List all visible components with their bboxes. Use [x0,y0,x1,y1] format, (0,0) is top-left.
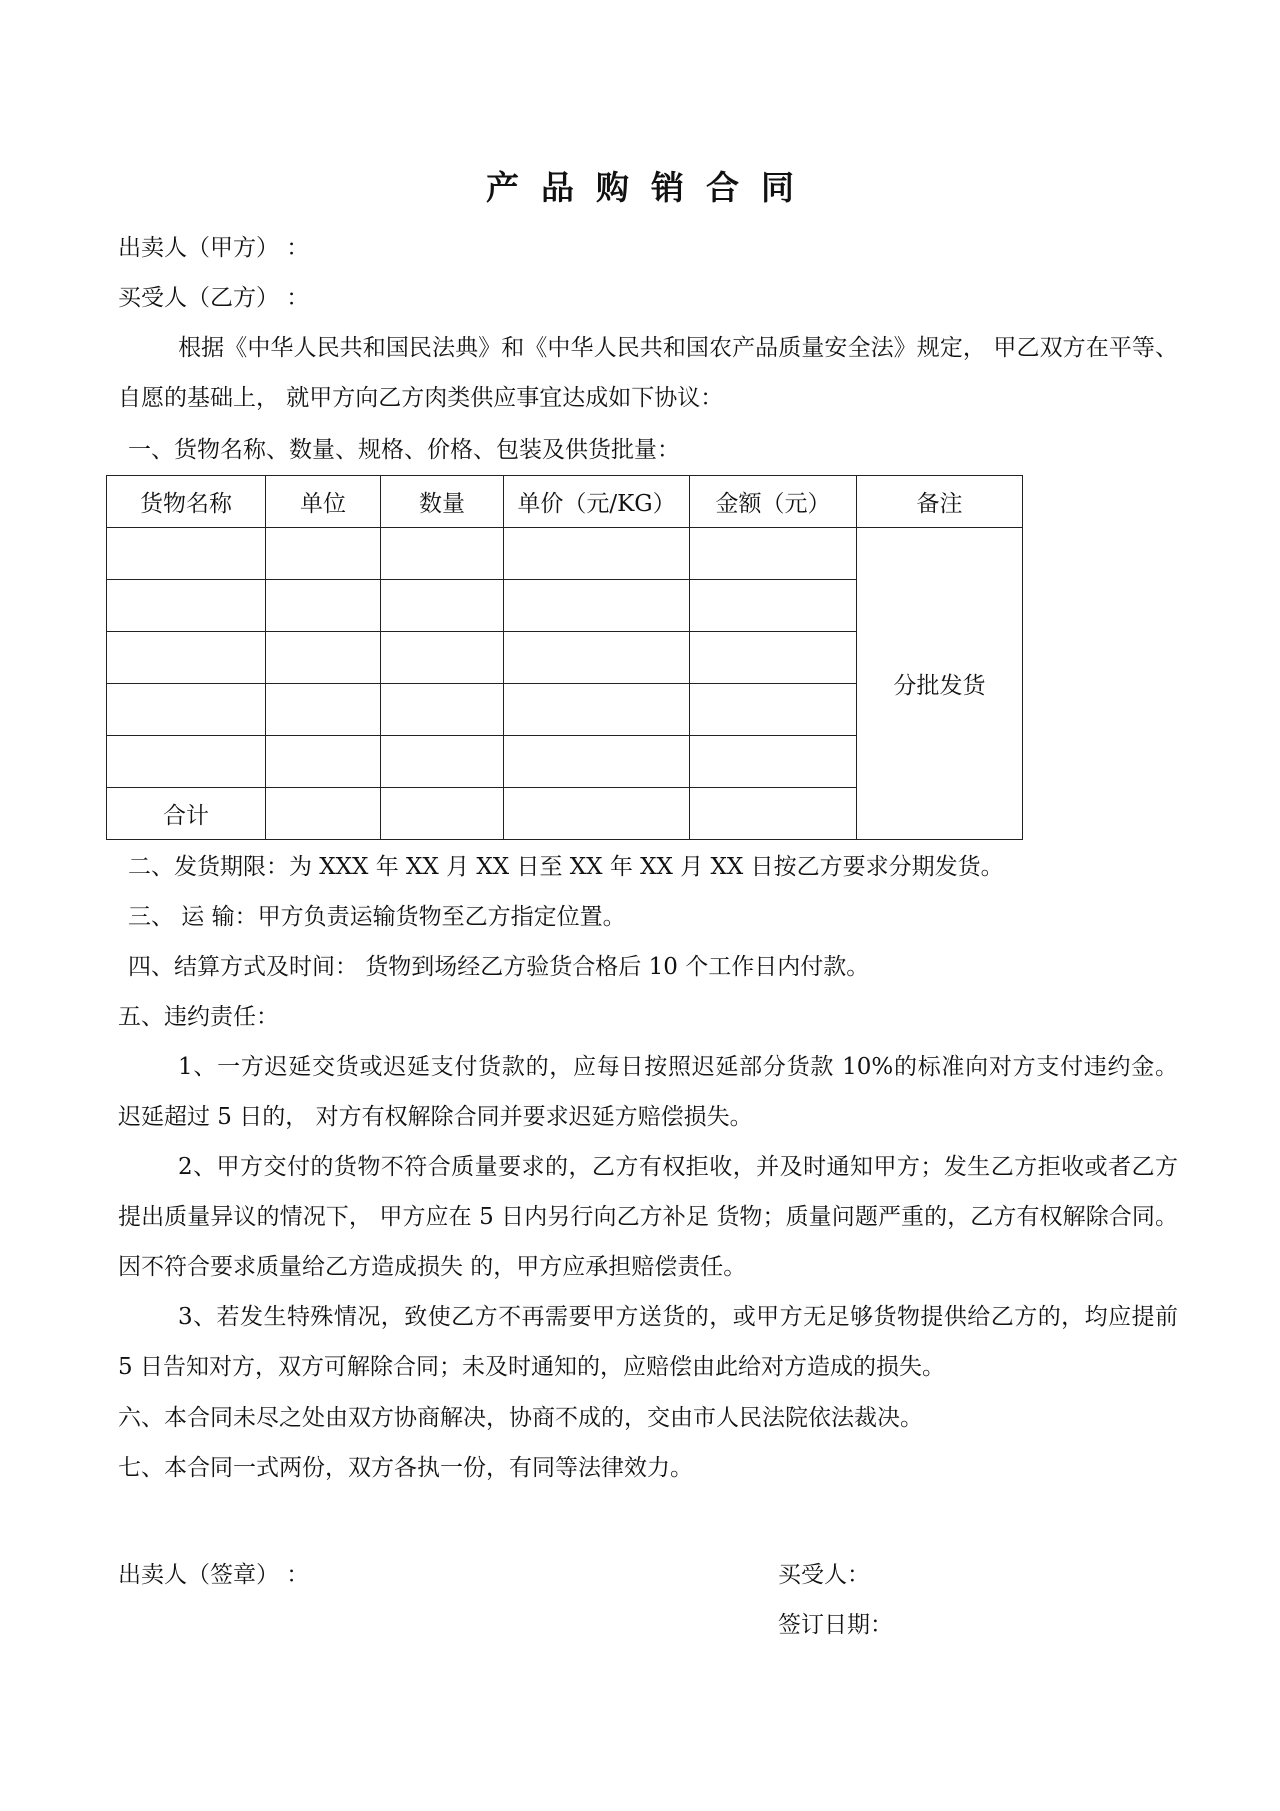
table-cell [266,788,381,840]
table-cell [504,528,690,580]
section-2-delivery-period: 二、发货期限：为 XXX 年 XX 月 XX 日至 XX 年 XX 月 XX 日按乙方要求分期发货。 [128,854,1004,880]
table-cell [690,528,857,580]
table-cell [107,684,266,736]
table-cell [381,684,504,736]
header-unit-price: 单价（元/KG） [504,476,690,528]
table-header-row [107,476,1023,528]
table-cell [381,632,504,684]
remark-cell: 分批发货 [857,528,1023,840]
signing-date-line: 签订日期： [778,1612,893,1638]
table-cell [504,736,690,788]
table-cell [107,632,266,684]
table-cell [107,580,266,632]
table-cell [504,684,690,736]
header-remark: 备注 [857,476,1023,528]
table-cell [266,632,381,684]
header-quantity: 数量 [381,476,504,528]
section-4-settlement: 四、结算方式及时间： 货物到场经乙方验货合格后 10 个工作日内付款。 [128,954,870,980]
table-cell [266,684,381,736]
table-cell [107,528,266,580]
table-cell [690,684,857,736]
goods-table [106,475,1023,840]
table-cell [381,580,504,632]
table-cell [690,736,857,788]
section-5-heading: 五、违约责任： [118,1004,279,1030]
table-cell [690,580,857,632]
total-label: 合计 [107,788,266,840]
table-cell [690,632,857,684]
intro-paragraph [118,323,1178,423]
section-3-transport: 三、 运 输：甲方负责运输货物至乙方指定位置。 [128,904,626,930]
table-cell [381,736,504,788]
buyer-party-line: 买受人（乙方） ： [118,285,310,311]
header-goods-name: 货物名称 [107,476,266,528]
section-6-dispute: 六、本合同未尽之处由双方协商解决，协商不成的，交由市人民法院依法裁决。 [118,1405,923,1431]
header-unit: 单位 [266,476,381,528]
table-cell [504,788,690,840]
section-7-copies: 七、本合同一式两份，双方各执一份，有同等法律效力。 [118,1455,693,1481]
table-cell [504,632,690,684]
clause-3-text: 3、若发生特殊情况，致使乙方不再需要甲方送货的，或甲方无足够货物提供给乙方的，均应提前 5 日告知对方，双方可解除合同；未及时通知的，应赔偿由此给对方造成的损失。 [118,1304,1178,1380]
table-cell [381,788,504,840]
table-row [107,528,1023,580]
table-cell [381,528,504,580]
clause-2-text: 2、甲方交付的货物不符合质量要求的，乙方有权拒收，并及时通知甲方；发生乙方拒收或者乙方提出质量异议的情况下， 甲方应在 5 日内另行向乙方补足 货物；质量问题严重的，乙方有权解除合同。因不符合要求质量给乙方造成损失 的，甲方应承担赔偿责任。 [118,1154,1178,1280]
intro-text: 根据《中华人民共和国民法典》和《中华人民共和国农产品质量安全法》规定， 甲乙双方在平等、 自愿的基础上， 就甲方向乙方肉类供应事宜达成如下协议： [118,335,1178,411]
clause-2-paragraph [118,1142,1178,1292]
table-cell [266,736,381,788]
seller-party-line: 出卖人（甲方） ： [118,235,310,261]
table-cell [266,528,381,580]
table-cell [107,736,266,788]
table-cell [266,580,381,632]
buyer-signature-line: 买受人： [778,1562,870,1588]
table-cell [504,580,690,632]
section-1-heading: 一、货物名称、数量、规格、价格、包装及供货批量： [128,437,680,463]
document-title: 产品购销合同 [486,168,816,207]
header-amount: 金额（元） [690,476,857,528]
clause-1-text: 1、一方迟延交货或迟延支付货款的，应每日按照迟延部分货款 10%的标准向对方支付违约金。 迟延超过 5 日的， 对方有权解除合同并要求迟延方赔偿损失。 [118,1054,1178,1130]
seller-signature-line: 出卖人（签章） ： [118,1562,310,1588]
clause-3-paragraph [118,1292,1178,1392]
table-cell [690,788,857,840]
clause-1-paragraph [118,1042,1178,1142]
